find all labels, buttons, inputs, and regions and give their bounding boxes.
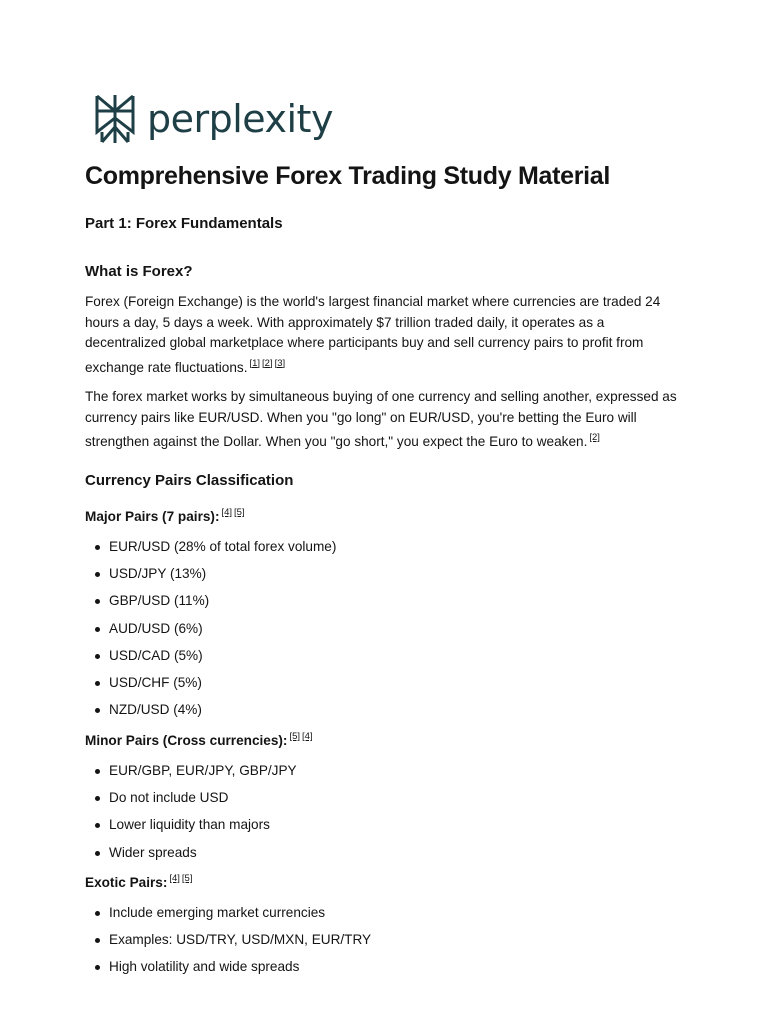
list-item: EUR/USD (28% of total forex volume) (85, 537, 685, 564)
perplexity-logo-icon (94, 94, 136, 144)
list-item: Wider spreads (85, 843, 685, 870)
paragraph-text: The forex market works by simultaneous buying of one currency and selling another, expressed as currency pairs like EUR/USD. When you "go long" on EUR/USD, you're betting the Euro will strengthen against the Dollar. When you "go short," you expect the Euro to weaken. (85, 389, 677, 449)
classification-heading: Currency Pairs Classification (85, 472, 294, 489)
bullet-icon (95, 769, 100, 774)
list-item: High volatility and wide spreads (85, 957, 685, 984)
citation-link[interactable]: [4] (221, 507, 233, 518)
bullet-icon (95, 681, 100, 686)
bullet-icon (95, 911, 100, 916)
bullet-icon (95, 708, 100, 713)
bullet-icon (95, 545, 100, 550)
bullet-icon (95, 627, 100, 632)
citation-link[interactable]: [5] (181, 873, 193, 884)
paragraph-text: Forex (Foreign Exchange) is the world's largest financial market where currencies are traded 24 hours a day, 5 days a week. With approximately $7 trillion traded daily, it operates as a decentralized global marketplace where participants buy and sell currency pairs to profit from exchange rate fluctuations. (85, 294, 661, 375)
minor-pairs-list (85, 761, 685, 870)
list-item: USD/JPY (13%) (85, 564, 685, 591)
list-item: NZD/USD (4%) (85, 700, 685, 727)
paragraph-how-forex-works (85, 387, 685, 453)
citation-link[interactable]: [4] (169, 873, 180, 884)
citation-link[interactable]: [5] (289, 731, 301, 742)
citation-link[interactable]: [2] (589, 432, 600, 443)
list-item: AUD/USD (6%) (85, 619, 685, 646)
part1-heading: Part 1: Forex Fundamentals (85, 215, 283, 232)
list-item: Lower liquidity than majors (85, 815, 685, 842)
bullet-icon (95, 796, 100, 801)
list-item: Do not include USD (85, 788, 685, 815)
document-title: Comprehensive Forex Trading Study Material (85, 162, 611, 190)
bullet-icon (95, 599, 100, 604)
citation-link[interactable]: [5] (234, 507, 245, 518)
exotic-pairs-list (85, 903, 685, 985)
major-pairs-label: Major Pairs (7 pairs): [4] [5] (85, 507, 245, 524)
bullet-icon (95, 823, 100, 828)
citation-link[interactable]: [3] (274, 357, 286, 369)
list-item: Examples: USD/TRY, USD/MXN, EUR/TRY (85, 930, 685, 957)
bullet-icon (95, 938, 100, 943)
bullet-icon (95, 654, 100, 659)
what-is-forex-heading: What is Forex? (85, 263, 193, 280)
citation-link[interactable]: [2] (262, 357, 273, 369)
bullet-icon (95, 572, 100, 577)
perplexity-wordmark: perplexity (147, 97, 333, 141)
minor-pairs-label: Minor Pairs (Cross currencies): [5] [4] (85, 731, 313, 748)
citation-link[interactable]: [4] (302, 731, 313, 742)
perplexity-logo (94, 94, 333, 144)
major-pairs-list (85, 537, 685, 727)
list-item: USD/CAD (5%) (85, 646, 685, 673)
list-item: Include emerging market currencies (85, 903, 685, 930)
list-item: EUR/GBP, EUR/JPY, GBP/JPY (85, 761, 685, 788)
list-item: GBP/USD (11%) (85, 591, 685, 618)
citation-link[interactable]: [1] (249, 357, 261, 369)
bullet-icon (95, 851, 100, 856)
exotic-pairs-label: Exotic Pairs: [4] [5] (85, 873, 193, 890)
list-item: USD/CHF (5%) (85, 673, 685, 700)
paragraph-what-is-forex (85, 292, 685, 378)
bullet-icon (95, 965, 100, 970)
